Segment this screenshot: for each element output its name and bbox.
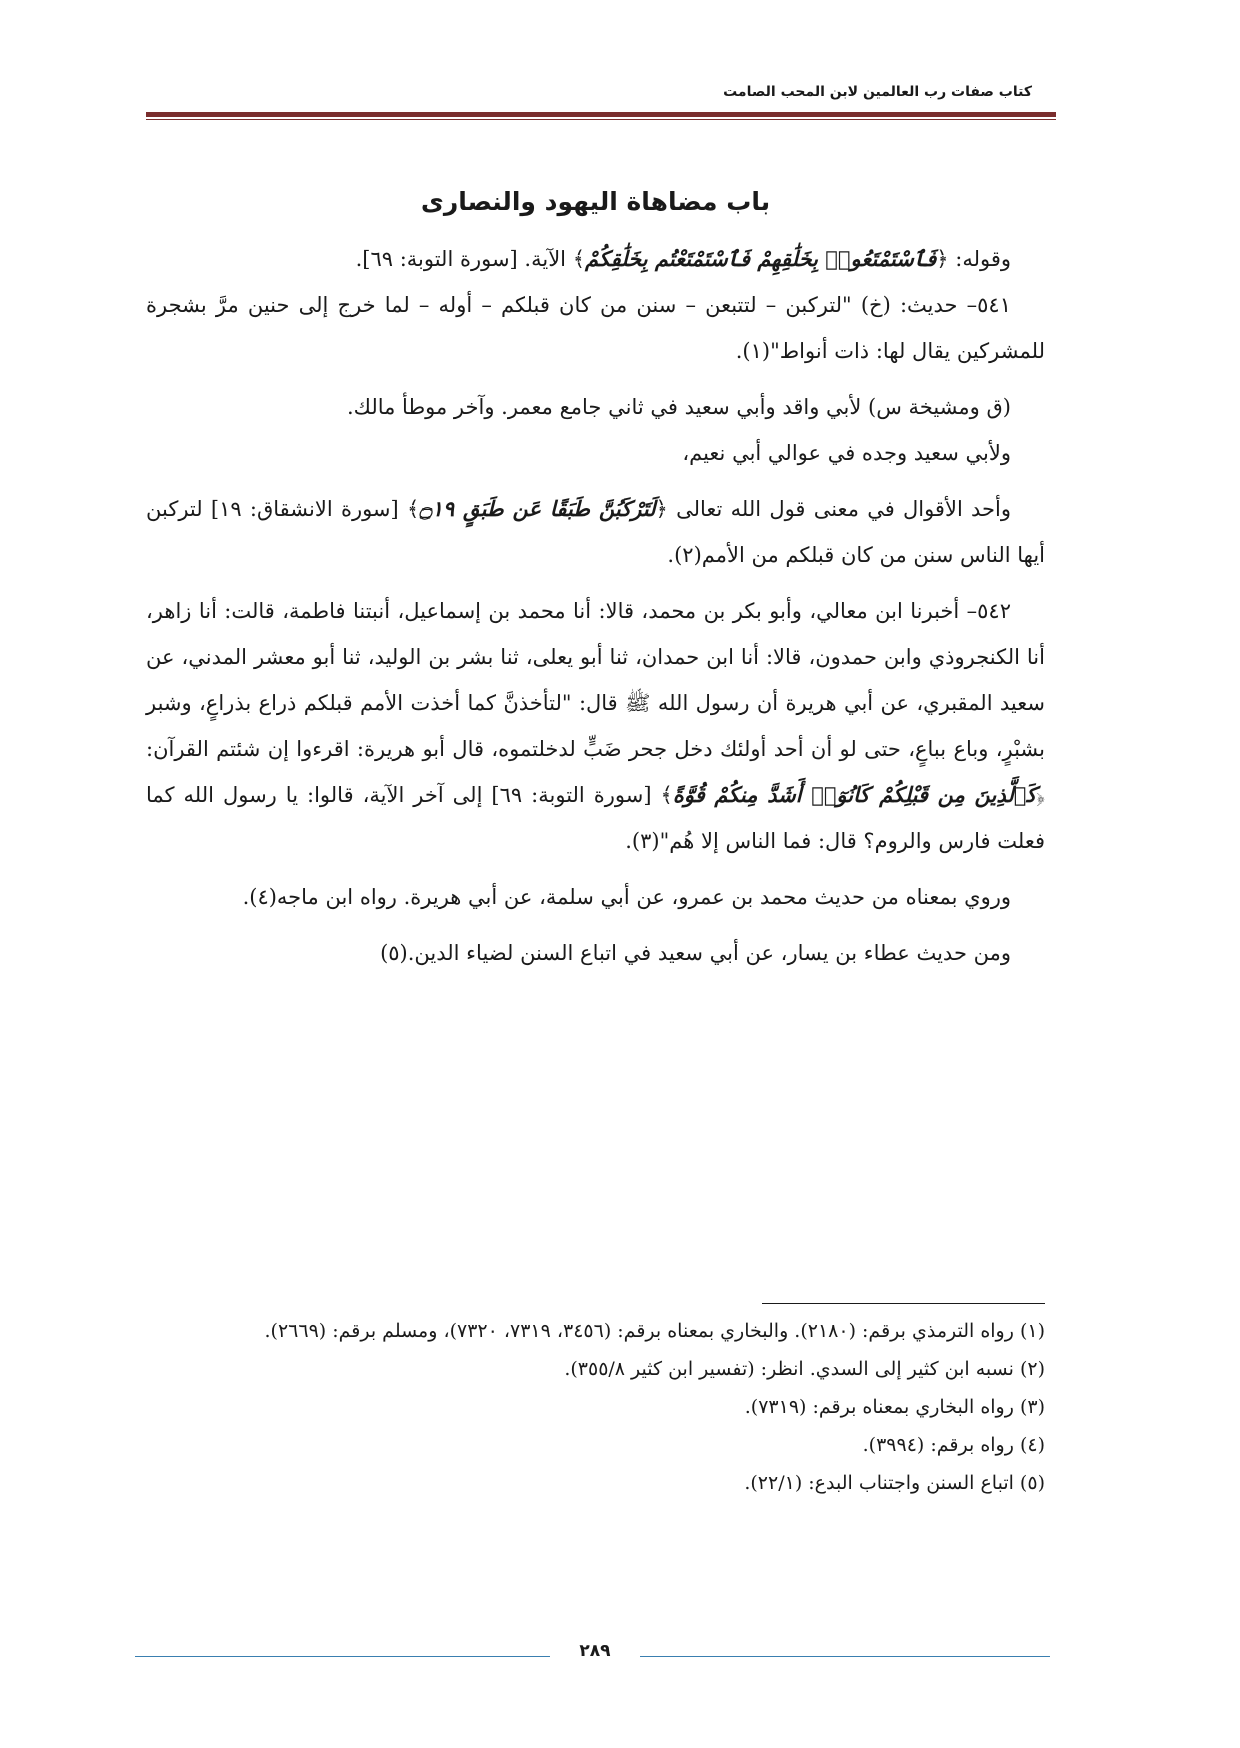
- ornate-bracket-open: ﴿: [936, 247, 949, 271]
- page-number: ٢٨٩: [579, 1641, 611, 1661]
- ornate-bracket-open: ﴿: [1036, 783, 1046, 807]
- quran-verse: [661, 782, 1045, 807]
- main-text: [146, 182, 1045, 976]
- footnote-2: (٢) نسبه ابن كثير إلى السدي. انظر: (تفسير ابن كثير ٣٥٥/٨).: [564, 1358, 1045, 1380]
- paragraph-ata: ومن حديث عطاء بن يسار، عن أبي سعيد في اتباع السنن لضياء الدين.(٥): [380, 941, 1011, 965]
- paragraph-hadith-541: ٥٤١– حديث: (خ) "لتركبن – لتتبعن – سنن من كان قبلكم – أوله – لما خرج إلى حنين مرَّ بشجرة للمشركين يقال لها: ذات أنواط"(١).: [146, 293, 1045, 363]
- paragraph-sources: (ق ومشيخة س) لأبي واقد وأبي سعيد في ثاني جامع معمر. وآخر موطأ مالك.: [346, 395, 1011, 419]
- footnote-1: (١) رواه الترمذي برقم: (٢١٨٠). والبخاري بمعناه برقم: (٣٤٥٦، ٧٣١٩، ٧٣٢٠)، ومسلم برقم: (٢٦٦٩).: [264, 1320, 1045, 1342]
- chapter-title: باب مضاهاة اليهود والنصارى: [420, 187, 771, 216]
- header-rule: [146, 112, 1056, 117]
- quran-verse-text: فَٱسْتَمْتَعُوا۟ بِخَلَٰقِهِمْ فَٱسْتَمْتَعْتُم بِخَلَٰقِكُمْ: [585, 246, 937, 271]
- running-header: كتاب صفات رب العالمين لابن المحب الصامت: [723, 84, 1032, 100]
- ornate-bracket-close: ﴾: [572, 247, 585, 271]
- paragraph-text: ٥٤٢– أخبرنا ابن معالي، وأبو بكر بن محمد، قالا: أنا محمد بن إسماعيل، أنبتنا فاطمة، قالت: أنا زاهر، أنا الكنجروذي وابن حمدون، قالا: أنا ابن حمدان، ثنا أبو يعلى، ثنا بشر بن الوليد، ثنا أبو معشر المدني، عن سعيد المقبري، عن أبي هريرة أن رسول الله ﷺ قال: "لتأخذنَّ كما أخذت الأمم قبلكم ذراع بذراعٍ، وشبر بشبْرٍ، وباع بباعٍ، حتى لو أن أحد أولئك دخل جحر ضَبٍّ لدخلتموه، قال أبو هريرة: اقرءوا إن شئتم القرآن:: [146, 599, 1045, 761]
- footnote-4: (٤) رواه برقم: (٣٩٩٤).: [862, 1434, 1045, 1456]
- ornate-bracket-close: ﴾: [660, 783, 673, 807]
- footnote-separator: [762, 1303, 1045, 1304]
- footer-rule-right: [640, 1656, 1050, 1657]
- paragraph-text: وأحد الأقوال في معنى قول الله تعالى: [667, 497, 1012, 521]
- footnote-3: (٣) رواه البخاري بمعناه برقم: (٧٣١٩).: [744, 1396, 1045, 1418]
- ornate-bracket-close: ﴾: [406, 497, 420, 521]
- paragraph-text: وقوله:: [948, 247, 1011, 271]
- footer-rule-left: [135, 1656, 550, 1657]
- paragraph-ibn-majah: وروي بمعناه من حديث محمد بن عمرو، عن أبي سلمة، عن أبي هريرة. رواه ابن ماجه(٤).: [242, 885, 1011, 909]
- paragraph-text: [سورة الانشقاق: ١٩] لتركبن أيها الناس سنن من كان قبلكم من الأمم(٢).: [146, 497, 1045, 567]
- paragraph-verse-intro: [146, 236, 1045, 282]
- quran-verse-text: كَٱلَّذِينَ مِن قَبْلِكُمْ كَانُوٓا۟ أَشَدَّ مِنكُمْ قُوَّةً: [672, 782, 1037, 807]
- paragraph-hadith-542: [146, 588, 1045, 864]
- quran-verse: [407, 496, 668, 521]
- paragraph-text: الآية. [سورة التوبة: ٦٩].: [355, 247, 573, 271]
- quran-verse: [573, 246, 949, 271]
- paragraph-abu-said: ولأبي سعيد وجده في عوالي أبي نعيم،: [682, 441, 1011, 465]
- paragraph-tafsir: [146, 486, 1045, 578]
- footnote-5: (٥) اتباع السنن واجتناب البدع: (٢٢/١).: [744, 1472, 1045, 1494]
- header-rule-thin: [146, 119, 1056, 120]
- ornate-bracket-open: ﴿: [655, 497, 668, 521]
- paragraph-text: [سورة التوبة: ٦٩] إلى آخر الآية، قالوا: يا رسول الله كما فعلت فارس والروم؟ قال: فما الناس إلا هُم"(٣).: [146, 783, 1045, 853]
- footnotes: [146, 1312, 1045, 1502]
- quran-verse-text: لَتَرْكَبُنَّ طَبَقًا عَن طَبَقٍ ۝١٩: [419, 496, 656, 521]
